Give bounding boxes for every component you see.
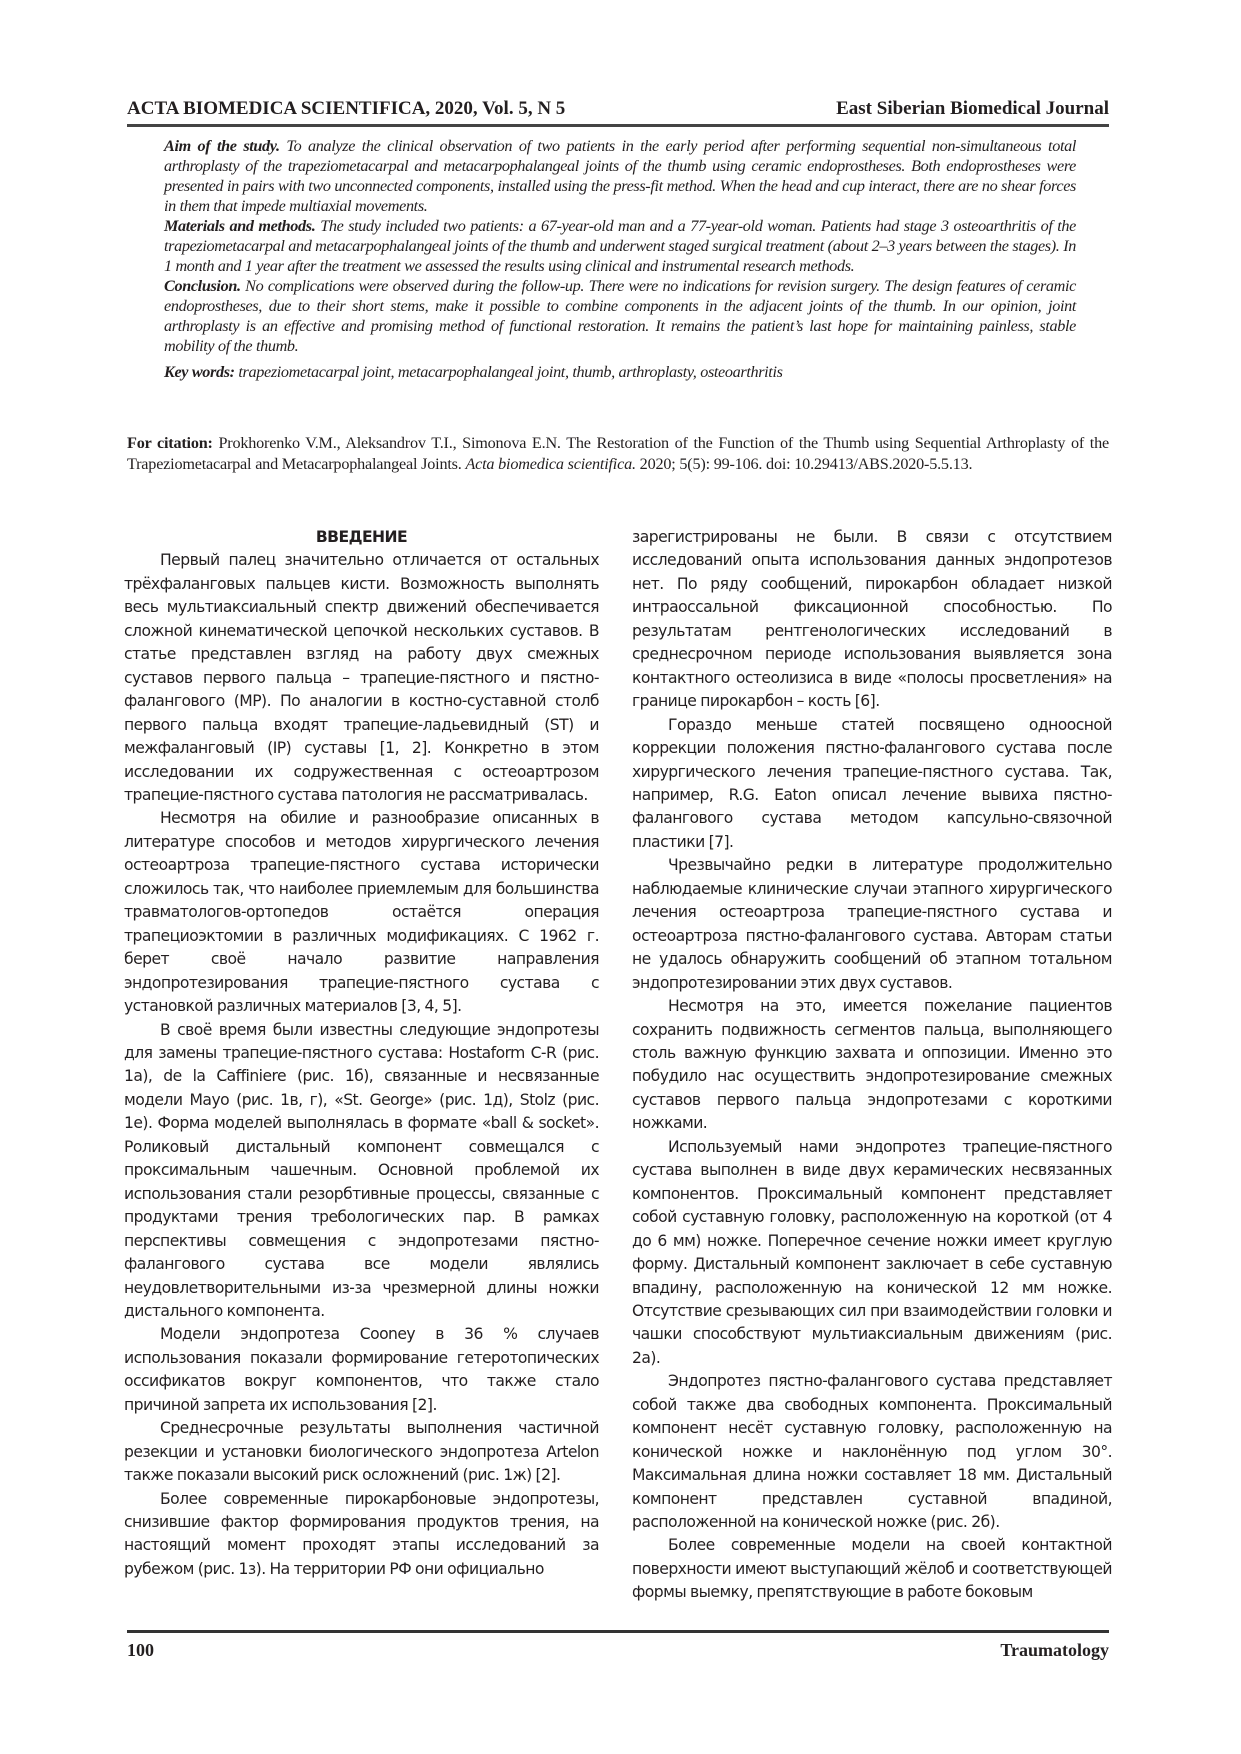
page-number: 100: [127, 1640, 154, 1660]
citation: [127, 433, 1109, 474]
abstract-keywords: [164, 362, 1076, 382]
citation-text: Prokhorenko V.M., Aleksandrov T.I., Simonova E.N. The Restoration of the Function of the Thumb using Sequential Arthroplasty of the Trapeziometacarpal and Metacarpophalangeal Joints.: [127, 434, 1109, 473]
left-column: [124, 526, 599, 1581]
conclusion-text: No complications were observed during the follow-up. There were no indications for revision surgery. The design features of ceramic endoprostheses, due to their short stems, make it possible to combine components in the adjacent joints of the thumb. In our opinion, joint arthroplasty is an effective and promising method of functional restoration. It remains the patient’s last hope for maintaining painless, stable mobility of the thumb.: [164, 277, 1076, 355]
aim-label: Aim of the study.: [164, 137, 280, 155]
paragraph: Эндопротез пястно-фалангового сустава представляет собой также два свободных компонента. Проксимальный компонент несёт суставную головку, расположенную на конической ножке и наклонённую под углом 30°. Максимальная длина ножки составляет 18 мм. Дистальный компонент представлен суставной впадиной, расположенной на конической ножке (рис. 2б).: [632, 1372, 1112, 1532]
section-name: Traumatology: [1000, 1640, 1109, 1660]
citation-journal: Acta biomedica scientifica.: [465, 454, 636, 473]
paragraph: Более современные модели на своей контактной поверхности имеют выступающий жёлоб и соответствующей формы выемку, препятствующие в работе боковым: [632, 1536, 1112, 1602]
paragraph: Первый палец значительно отличается от остальных трёхфаланговых пальцев кисти. Возможность выполнять весь мультиаксиальный спектр движений обеспечивается сложной кинематической цепочкой нескольких суставов. В статье представлен взгляд на работу двух смежных суставов первого пальца – трапецие-пястного и пястно-фалангового (MP). По аналогии в костно-суставной столб первого пальца входят трапецие-ладьевидный (ST) и межфаланговый (IP) суставы [1, 2]. Конкретно в этом исследовании их содружественная с остеоартрозом трапецие-пястного сустава патология не рассматривалась.: [124, 551, 599, 804]
paragraph: Модели эндопротеза Cooney в 36 % случаев использования показали формирование гетеротопических оссификатов вокруг компонентов, что также стало причиной запрета их использования [2].: [124, 1325, 599, 1414]
methods-label: Materials and methods.: [164, 217, 316, 235]
paragraph: Гораздо меньше статей посвящено одноосной коррекции положения пястно-фалангового сустава после хирургического лечения трапецие-пястного сустава. Так, например, R.G. Eaton описал лечение вывиха пястно-фалангового сустава методом капсульно-связочной пластики [7].: [632, 715, 1112, 851]
paragraph-continuation: зарегистрированы не были. В связи с отсутствием исследований опыта использования данных эндопротезов нет. По ряду сообщений, пирокарбон обладает низкой интраоссальной фиксационной способностью. По результатам рентгенологических исследований в среднесрочном периоде использования выявляется зона контактного остеолизиса в виде «полосы просветления» на границе пирокарбон – кость [6].: [632, 528, 1112, 711]
paragraph: Более современные пирокарбоновые эндопротезы, снизившие фактор формирования продуктов трения, на настоящий момент проходят этапы исследований за рубежом (рис. 1з). На территории РФ они официально: [124, 1489, 599, 1578]
running-header: [127, 94, 1109, 120]
paragraph: Чрезвычайно редки в литературе продолжительно наблюдаемые клинические случаи этапного хирургического лечения остеоартроза трапецие-пястного сустава и остеоартроза пястно-фалангового сустава. Авторам статьи не удалось обнаружить сообщений об этапном тотальном эндопротезировании этих двух суставов.: [632, 856, 1112, 992]
paragraph: Несмотря на это, имеется пожелание пациентов сохранить подвижность сегментов пальца, выполняющего столь важную функцию захвата и оппозиции. Именно это побудило нас осуществить эндопротезирование смежных суставов первого пальца эндопротезами с короткими ножками.: [632, 997, 1112, 1133]
section-title: ВВЕДЕНИЕ: [315, 528, 408, 546]
aim-text: To analyze the clinical observation of two patients in the early period after performing sequential non-simultaneous total arthroplasty of the trapeziometacarpal and metacarpophalangeal joints of the thumb using ceramic endoprostheses. Both endoprostheses were presented in pairs with two unconnected components, installed using the press-fit method. When the head and cup interact, there are no shear forces in them that impede multiaxial movements.: [164, 137, 1076, 215]
keywords-text: trapeziometacarpal joint, metacarpophalangeal joint, thumb, arthroplasty, osteoarthritis: [234, 363, 783, 381]
abstract-methods: [164, 216, 1076, 276]
right-column: [632, 526, 1112, 1605]
footer-rule: [127, 1630, 1109, 1633]
abstract-conclusion: [164, 276, 1076, 356]
citation-label: For citation:: [127, 434, 213, 452]
keywords-label: Key words:: [164, 363, 235, 381]
citation-tail: 2020; 5(5): 99-106. doi: 10.29413/ABS.2020-5.5.13.: [635, 454, 973, 473]
journal-title-left: ACTA BIOMEDICA SCIENTIFICA, 2020, Vol. 5, N 5: [127, 98, 566, 119]
paragraph: Среднесрочные результаты выполнения частичной резекции и установки биологического эндопротеза Artelon также показали высокий риск осложнений (рис. 1ж) [2].: [124, 1419, 599, 1485]
abstract: [164, 136, 1076, 382]
paragraph: В своё время были известны следующие эндопротезы для замены трапецие-пястного сустава: Hostaform C-R (рис. 1а), de la Caffiniere (рис. 1б), связанные и несвязанные модели Mayo (рис. 1в, г), «St. George» (рис. 1д), Stolz (рис. 1е). Форма моделей выполнялась в формате «ball & socket». Роликовый дистальный компонент совмещался с проксимальным чашечным. Основной проблемой их использования стали резорбтивные процессы, связанные с продуктами трения требологических пар. В рамках перспективы совмещения с эндопротезами пястно-фалангового сустава все модели являлись неудовлетворительными из-за чрезмерной длины ножки дистального компонента.: [124, 1020, 599, 1320]
conclusion-label: Conclusion.: [164, 277, 241, 295]
header-rule: [127, 124, 1109, 127]
methods-text: The study included two patients: a 67-year-old man and a 77-year-old woman. Patients had stage 3 osteoarthritis of the trapeziometacarpal and metacarpophalangeal joints of the thumb and underwent staged surgical treatment (about 2–3 years between the stages). In 1 month and 1 year after the treatment we assessed the results using clinical and instrumental research methods.: [164, 217, 1076, 275]
paragraph: Используемый нами эндопротез трапецие-пястного сустава выполнен в виде двух керамических несвязанных компонентов. Проксимальный компонент представляет собой суставную головку, расположенную на короткой (от 4 до 6 мм) ножке. Поперечное сечение ножки имеет круглую форму. Дистальный компонент заключает в себе суставную впадину, расположенную на конической 12 мм ножке. Отсутствие срезывающих сил при взаимодействии головки и чашки способствуют мультиаксиальным движениям (рис. 2а).: [632, 1137, 1112, 1367]
running-footer: [127, 1640, 1109, 1661]
paragraph: Несмотря на обилие и разнообразие описанных в литературе способов и методов хирургического лечения остеоартроза трапецие-пястного сустава исторически сложилось так, что наиболее приемлемым для большинства травматологов-ортопедов остаётся операция трапециоэктомии в различных модификациях. С 1962 г. берет своё начало развитие направления эндопротезирования трапецие-пястного сустава с установкой различных материалов [3, 4, 5].: [124, 809, 599, 1016]
journal-title-right: East Siberian Biomedical Journal: [836, 98, 1109, 119]
abstract-aim: [164, 136, 1076, 216]
